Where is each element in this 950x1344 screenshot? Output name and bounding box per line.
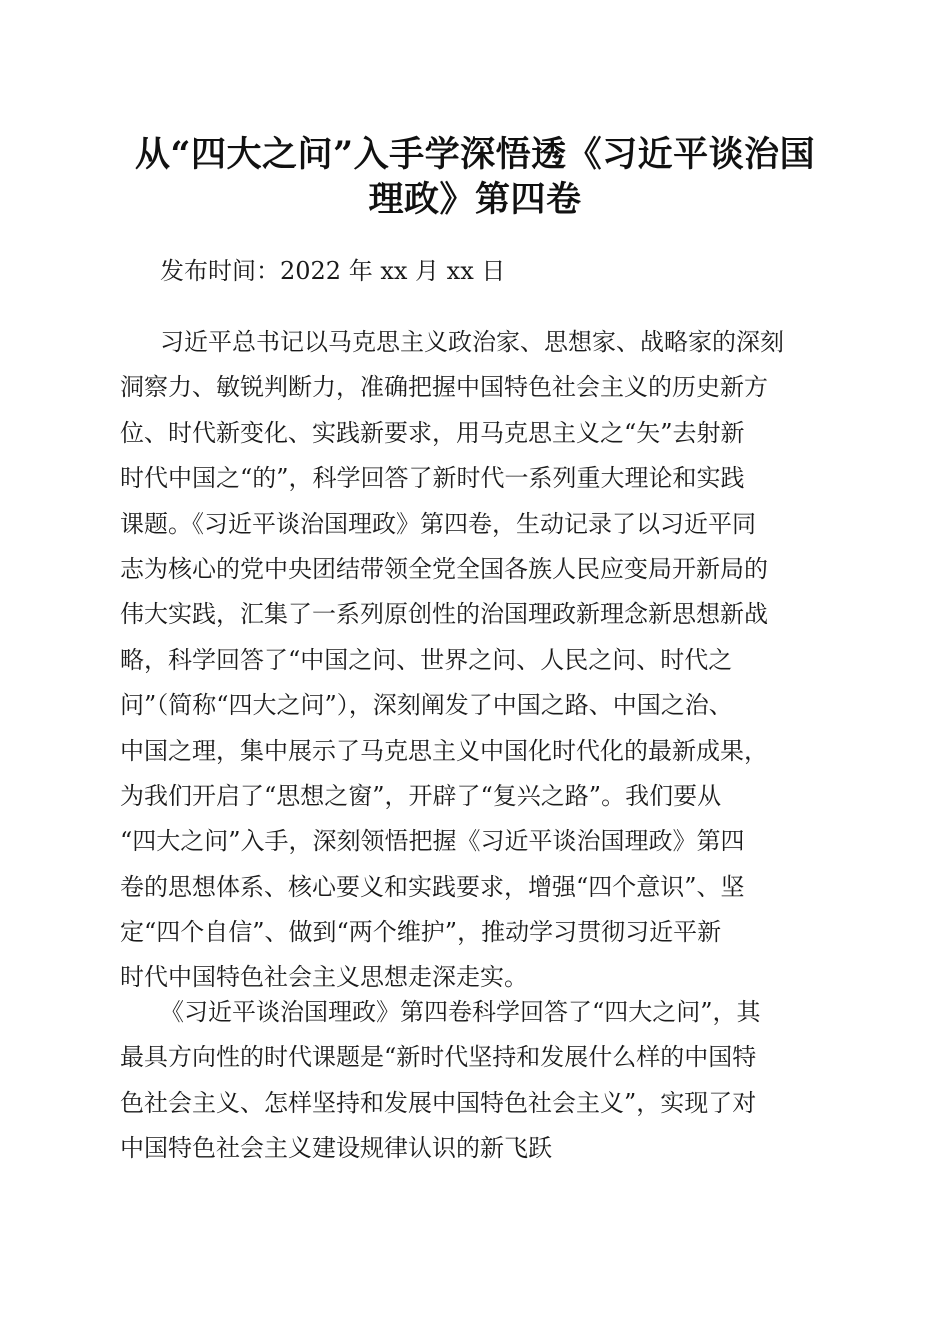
title-line: 从“四大之问”入手学深悟透《习近平谈治国 bbox=[134, 134, 816, 175]
paragraph-1 bbox=[120, 320, 834, 1001]
paragraph-line: 时代中国特色社会主义思想走深走实。 bbox=[120, 963, 528, 992]
paragraph-line: “四大之问”入手，深刻领悟把握《习近平谈治国理政》第四 bbox=[120, 827, 745, 856]
paragraph-line: 问”（简称“四大之问”），深刻阐发了中国之路、中国之治、 bbox=[120, 691, 733, 720]
paragraph-line: 时代中国之“的”，科学回答了新时代一系列重大理论和实践 bbox=[120, 464, 745, 493]
paragraph-line: 洞察力、敏锐判断力，准确把握中国特色社会主义的历史新方 bbox=[120, 373, 768, 402]
paragraph-line: 伟大实践，汇集了一系列原创性的治国理政新理念新思想新战 bbox=[120, 600, 768, 629]
paragraph-line: 位、时代新变化、实践新要求，用马克思主义之“矢”去射新 bbox=[120, 418, 745, 447]
paragraph-line: 中国特色社会主义建设规律认识的新飞跃 bbox=[120, 1134, 552, 1163]
paragraph-line: 略，科学回答了“中国之问、世界之问、人民之问、时代之 bbox=[120, 645, 733, 674]
paragraph-line: 中国之理，集中展示了马克思主义中国化时代化的最新成果， bbox=[120, 736, 768, 765]
paragraph-line: 为我们开启了“思想之窗”，开辟了“复兴之路”。我们要从 bbox=[120, 781, 722, 810]
paragraph-line: 习近平总书记以马克思主义政治家、思想家、战略家的深刻 bbox=[160, 328, 784, 356]
paragraph-line: 志为核心的党中央团结带领全党全国各族人民应变局开新局的 bbox=[120, 554, 768, 583]
publish-date: 2022 年 xx 月 xx 日 bbox=[280, 257, 506, 285]
paragraph-line: 定“四个自信”、做到“两个维护”，推动学习贯彻习近平新 bbox=[120, 918, 722, 947]
paragraph-line: 卷的思想体系、核心要义和实践要求，增强“四个意识”、坚 bbox=[120, 872, 745, 901]
paragraph-2 bbox=[120, 990, 834, 1172]
paragraph-line: 最具方向性的时代课题是“新时代坚持和发展什么样的中国特 bbox=[120, 1043, 757, 1072]
paragraph-line: 色社会主义、怎样坚持和发展中国特色社会主义”，实现了对 bbox=[120, 1088, 757, 1117]
paragraph-line: 课题。《习近平谈治国理政》第四卷，生动记录了以习近平同 bbox=[120, 509, 756, 538]
publish-label: 发布时间： bbox=[160, 257, 280, 285]
document-title bbox=[90, 132, 860, 222]
title-line: 理政》第四卷 bbox=[368, 179, 582, 220]
paragraph-line: 《习近平谈治国理政》第四卷科学回答了“四大之问”，其 bbox=[160, 998, 761, 1026]
publish-date-line bbox=[160, 256, 874, 286]
